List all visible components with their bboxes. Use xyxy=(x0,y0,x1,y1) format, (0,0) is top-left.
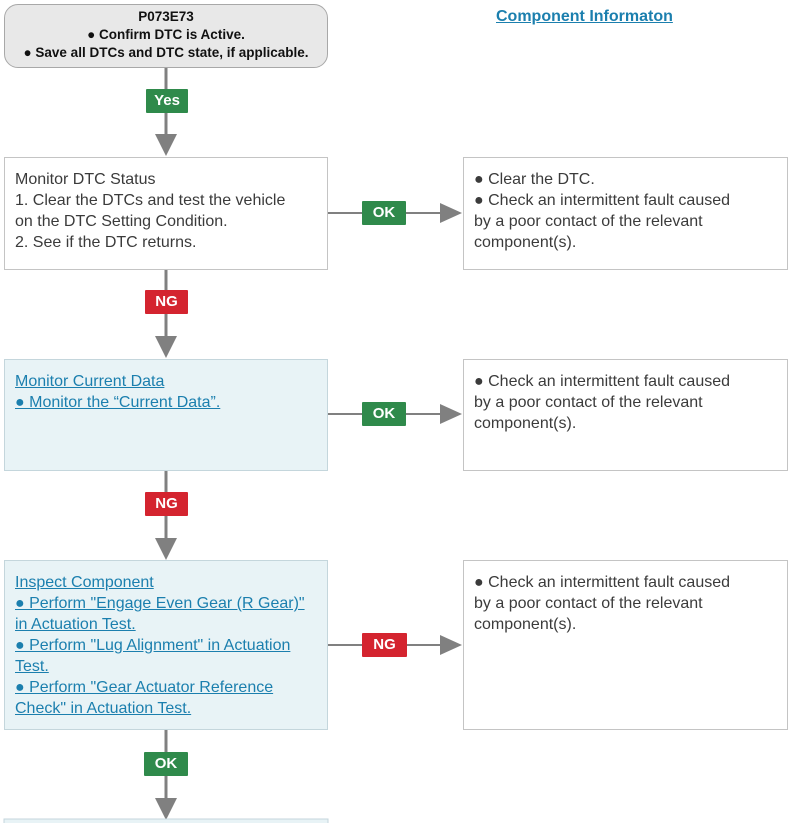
step2-result-line-3: component(s). xyxy=(474,415,577,432)
step1-box xyxy=(4,157,328,270)
step2-line-1-link[interactable]: ● Monitor the “Current Data”. xyxy=(15,394,221,411)
step1-result-line-3: by a poor contact of the relevant xyxy=(474,213,703,230)
step2-result-line-1: ● Check an intermittent fault caused xyxy=(474,373,731,390)
step1-result-line-1: ● Clear the DTC. xyxy=(474,171,595,188)
start-line-1: ● Confirm DTC is Active. xyxy=(87,27,245,42)
start-node xyxy=(4,4,328,68)
start-title: P073E73 xyxy=(138,9,194,24)
step2-result-box xyxy=(463,359,788,471)
step3-line-4-link[interactable]: Test. xyxy=(15,658,49,675)
step3-result-line-1: ● Check an intermittent fault caused xyxy=(474,574,731,591)
step3-ng-badge: NG xyxy=(362,633,407,657)
step1-line-1: 1. Clear the DTCs and test the vehicle xyxy=(15,192,286,209)
step3-line-2-link[interactable]: in Actuation Test. xyxy=(15,616,136,633)
step3-line-1-link[interactable]: ● Perform "Engage Even Gear (R Gear)" xyxy=(15,595,305,612)
step3-ok-badge: OK xyxy=(144,752,188,776)
step3-title-link[interactable]: Inspect Component xyxy=(15,574,154,591)
component-information-link[interactable]: Component Informaton xyxy=(496,8,673,25)
step1-result-line-4: component(s). xyxy=(474,234,577,251)
step2-result-line-2: by a poor contact of the relevant xyxy=(474,394,703,411)
yes-badge: Yes xyxy=(146,89,188,113)
start-line-2: ● Save all DTCs and DTC state, if applicable. xyxy=(23,45,309,60)
step2-title-link[interactable]: Monitor Current Data xyxy=(15,373,165,390)
next-step-box-partial xyxy=(4,819,328,823)
step3-line-3-link[interactable]: ● Perform "Lug Alignment" in Actuation xyxy=(15,637,291,654)
step1-ng-badge: NG xyxy=(145,290,188,314)
step3-result-box xyxy=(463,560,788,730)
step3-result-line-3: component(s). xyxy=(474,616,577,633)
step2-box xyxy=(4,359,328,471)
arrow-step1-to-step2 xyxy=(155,270,177,358)
step3-line-5-link[interactable]: ● Perform "Gear Actuator Reference xyxy=(15,679,274,696)
step1-line-2: on the DTC Setting Condition. xyxy=(15,213,228,230)
step3-box xyxy=(4,560,328,730)
step3-result-line-2: by a poor contact of the relevant xyxy=(474,595,703,612)
step1-ok-badge: OK xyxy=(362,201,406,225)
step1-result-line-2: ● Check an intermittent fault caused xyxy=(474,192,731,209)
step3-line-6-link[interactable]: Check" in Actuation Test. xyxy=(15,700,192,717)
step1-line-3: 2. See if the DTC returns. xyxy=(15,234,197,251)
step1-title: Monitor DTC Status xyxy=(15,171,156,188)
step2-ok-badge: OK xyxy=(362,402,406,426)
step2-ng-badge: NG xyxy=(145,492,188,516)
step1-result-box xyxy=(463,157,788,270)
